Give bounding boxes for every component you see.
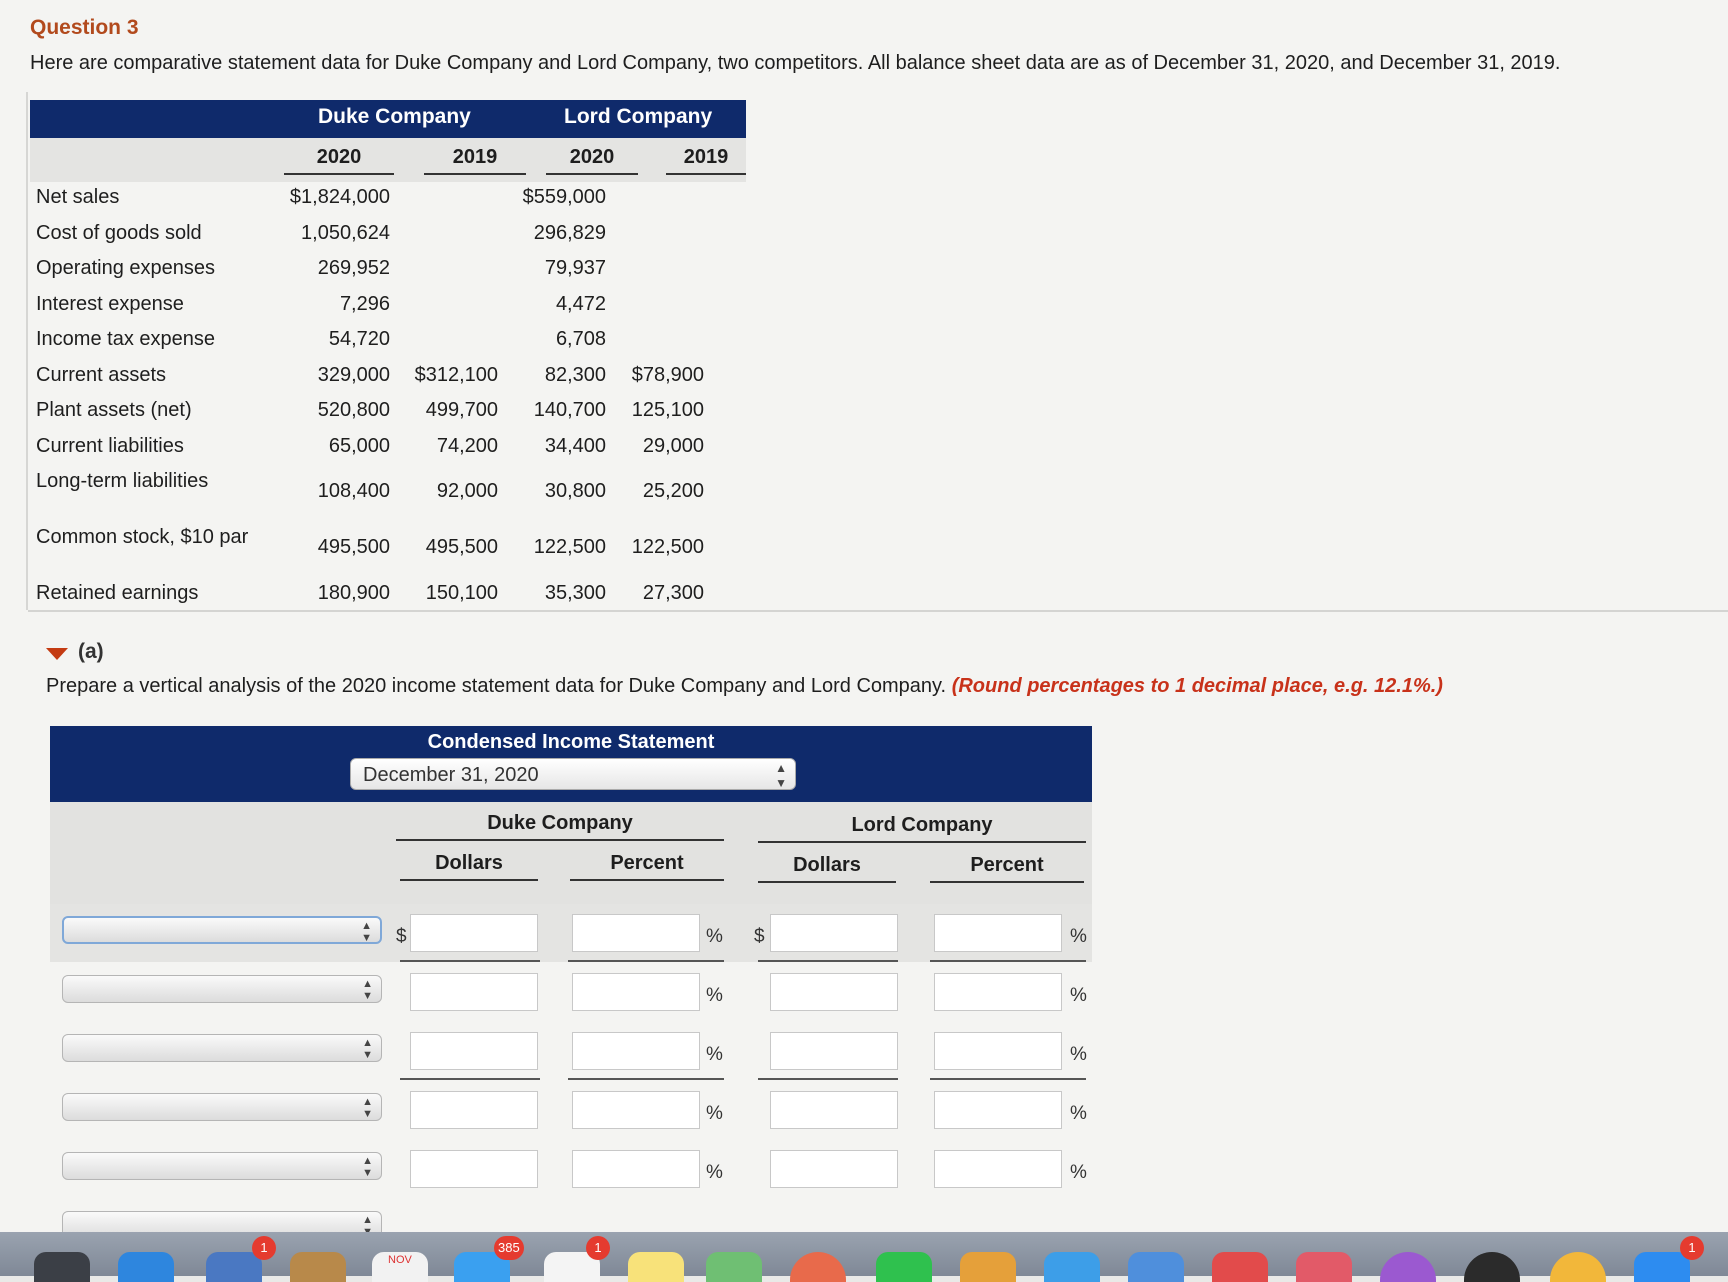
lord-percent-input[interactable]	[934, 1150, 1062, 1188]
row-value: 125,100	[631, 399, 704, 421]
facetime-icon[interactable]	[876, 1252, 932, 1282]
duke-percent-input[interactable]	[572, 973, 700, 1011]
row-label: Net sales	[36, 186, 120, 208]
row-label: Retained earnings	[36, 582, 199, 604]
lord-dollars-input[interactable]	[770, 1032, 898, 1070]
duke-percent-header: Percent	[570, 852, 724, 881]
row-value: 495,500	[317, 536, 390, 558]
data-row	[30, 253, 746, 287]
total-underline	[568, 960, 724, 962]
lord-dollars-input[interactable]	[770, 914, 898, 952]
safari-icon[interactable]	[118, 1252, 174, 1282]
app-store-icon[interactable]	[1634, 1252, 1690, 1282]
row-value: 79,937	[544, 257, 606, 279]
data-row	[30, 324, 746, 358]
music-icon[interactable]	[1296, 1252, 1352, 1282]
row-value: 30,800	[544, 480, 606, 502]
row-value: 180,900	[317, 582, 390, 604]
select-arrows-icon: ▲ ▼	[362, 1155, 373, 1179]
data-row	[30, 218, 746, 252]
total-underline	[568, 1078, 724, 1080]
row-label: Common stock, $10 par	[36, 526, 249, 548]
account-select[interactable]	[62, 1034, 382, 1062]
income-statement-form	[50, 726, 1092, 1226]
row-value: 495,500	[425, 536, 498, 558]
row-label: Current liabilities	[36, 434, 184, 457]
percent-sign: %	[706, 1103, 723, 1124]
section-divider	[28, 610, 1728, 612]
row-value: 82,300	[544, 363, 606, 386]
row-value: 150,100	[425, 582, 498, 604]
year-header-row	[30, 138, 746, 182]
data-row	[30, 466, 746, 518]
row-value: 108,400	[317, 480, 390, 502]
photos-icon[interactable]	[790, 1252, 846, 1282]
row-value: $559,000	[522, 186, 606, 208]
percent-sign: %	[1070, 1162, 1087, 1183]
lord-dollars-input[interactable]	[770, 973, 898, 1011]
duke-company-col-header: Duke Company	[396, 812, 724, 841]
notification-badge: 1	[1680, 1236, 1704, 1260]
select-arrows-icon: ▲ ▼	[362, 1096, 373, 1120]
duke-percent-input[interactable]	[572, 1150, 700, 1188]
data-row	[30, 360, 746, 394]
lord-percent-input[interactable]	[934, 1032, 1062, 1070]
data-row	[30, 578, 746, 612]
dollar-sign: $	[754, 926, 765, 947]
row-value: 54,720	[328, 328, 390, 350]
row-value: 1,050,624	[301, 221, 390, 244]
percent-sign: %	[1070, 926, 1087, 947]
percent-sign: %	[706, 926, 723, 947]
row-label: Interest expense	[36, 292, 184, 315]
news-icon[interactable]	[1212, 1252, 1268, 1282]
form-row	[50, 1022, 1092, 1080]
lord-percent-input[interactable]	[934, 1091, 1062, 1129]
percent-sign: %	[706, 1162, 723, 1183]
company-header-band	[30, 100, 746, 138]
lord-company-col-header: Lord Company	[758, 814, 1086, 843]
row-label: Operating expenses	[36, 257, 216, 279]
year-header: 2020	[284, 146, 394, 175]
row-value: 6,708	[555, 328, 606, 350]
data-row	[30, 395, 746, 429]
stickies-icon[interactable]	[628, 1252, 684, 1282]
data-row	[30, 431, 746, 465]
row-label: Plant assets (net)	[36, 399, 192, 421]
date-select-value: December 31, 2020	[363, 764, 539, 786]
year-header: 2019	[666, 146, 746, 175]
row-value: 269,952	[317, 257, 390, 279]
duke-dollars-input[interactable]	[410, 973, 538, 1011]
duke-percent-input[interactable]	[572, 914, 700, 952]
row-value: 499,700	[425, 399, 498, 421]
total-underline	[400, 960, 540, 962]
duke-dollars-input[interactable]	[410, 1032, 538, 1070]
question-intro: Here are comparative statement data for Duke Company and Lord Company, two competitors. All balance sheet data are as of December 31, 2020, and December 31, 2019.	[30, 52, 1561, 74]
lord-dollars-input[interactable]	[770, 1091, 898, 1129]
question-title: Question 3	[30, 16, 139, 39]
year-header: 2019	[424, 146, 526, 175]
duke-company-header: Duke Company	[318, 105, 471, 128]
account-select[interactable]	[62, 1093, 382, 1121]
data-row	[30, 182, 746, 216]
data-row	[30, 522, 746, 574]
year-header: 2020	[546, 146, 638, 175]
maps-icon[interactable]	[706, 1252, 762, 1282]
pages-icon[interactable]	[960, 1252, 1016, 1282]
select-arrows-icon: ▲ ▼	[361, 920, 372, 944]
row-value: 34,400	[544, 434, 606, 457]
lord-percent-header: Percent	[930, 854, 1084, 883]
tv-icon[interactable]	[1464, 1252, 1520, 1282]
notification-badge: 1	[252, 1236, 276, 1260]
form-title: Condensed Income Statement	[427, 731, 715, 753]
duke-dollars-header: Dollars	[400, 852, 538, 881]
row-value: 4,472	[555, 292, 606, 315]
select-arrows-icon: ▲ ▼	[775, 761, 787, 790]
row-label: Current assets	[36, 363, 167, 386]
duke-dollars-input[interactable]	[410, 1150, 538, 1188]
duke-dollars-input[interactable]	[410, 914, 538, 952]
books-icon[interactable]	[1550, 1252, 1606, 1282]
percent-sign: %	[1070, 1044, 1087, 1065]
lord-company-header: Lord Company	[564, 105, 713, 128]
percent-sign: %	[706, 985, 723, 1006]
account-select[interactable]	[62, 1152, 382, 1180]
lord-dollars-header: Dollars	[758, 854, 896, 883]
percent-sign: %	[706, 1044, 723, 1065]
macos-dock	[0, 1232, 1728, 1276]
row-value: 520,800	[317, 399, 390, 421]
row-value: 65,000	[328, 434, 390, 457]
row-value: 27,300	[642, 582, 704, 604]
part-a-instruction	[46, 675, 1443, 698]
numbers-icon[interactable]	[1044, 1252, 1100, 1282]
lord-dollars-input[interactable]	[770, 1150, 898, 1188]
notification-badge: 385	[494, 1236, 524, 1260]
total-underline	[930, 960, 1086, 962]
percent-sign: %	[1070, 985, 1087, 1006]
row-value: $1,824,000	[289, 186, 390, 208]
row-value: $78,900	[631, 363, 704, 386]
duke-percent-input[interactable]	[572, 1032, 700, 1070]
podcasts-icon[interactable]	[1380, 1252, 1436, 1282]
calendar-month: NOV	[388, 1254, 412, 1266]
row-value: 25,200	[642, 480, 704, 502]
row-label: Long-term liabilities	[36, 470, 209, 492]
mail-icon[interactable]	[206, 1252, 262, 1282]
lord-percent-input[interactable]	[934, 973, 1062, 1011]
row-value: 140,700	[533, 399, 606, 421]
part-a-label: (a)	[78, 640, 104, 663]
launchpad-icon[interactable]	[34, 1252, 90, 1282]
notification-badge: 1	[586, 1236, 610, 1260]
row-value: 7,296	[339, 292, 390, 315]
total-underline	[930, 1078, 1086, 1080]
form-row	[50, 1081, 1092, 1139]
row-value: $312,100	[414, 363, 498, 386]
percent-sign: %	[1070, 1103, 1087, 1124]
calendar-icon[interactable]	[372, 1252, 428, 1282]
select-arrows-icon: ▲	[362, 1214, 373, 1226]
row-value: 29,000	[642, 434, 704, 457]
duke-percent-input[interactable]	[572, 1091, 700, 1129]
instruction-text: Prepare a vertical analysis of the 2020 income statement data for Duke Company and Lord Company.	[46, 675, 947, 697]
form-row	[50, 904, 1092, 962]
total-underline	[758, 1078, 898, 1080]
row-value: 122,500	[533, 536, 606, 558]
data-row	[30, 289, 746, 323]
row-value: 92,000	[436, 480, 498, 502]
rounding-note: (Round percentages to 1 decimal place, e.g. 12.1%.)	[951, 675, 1443, 697]
select-arrows-icon: ▲ ▼	[362, 1037, 373, 1061]
column-header-area	[50, 802, 1092, 904]
account-select[interactable]	[62, 975, 382, 1003]
duke-dollars-input[interactable]	[410, 1091, 538, 1129]
select-arrows-icon: ▲ ▼	[362, 978, 373, 1002]
row-value: 122,500	[631, 536, 704, 558]
row-label: Cost of goods sold	[36, 221, 202, 244]
row-value: 296,829	[533, 221, 606, 244]
form-header-band	[50, 726, 1092, 802]
account-select[interactable]	[62, 916, 382, 944]
row-value: 74,200	[436, 434, 498, 457]
keynote-icon[interactable]	[1128, 1252, 1184, 1282]
form-row	[50, 1140, 1092, 1198]
collapse-triangle-icon[interactable]	[46, 648, 68, 660]
row-label: Income tax expense	[36, 328, 215, 350]
total-underline	[400, 1078, 540, 1080]
row-value: 329,000	[317, 363, 390, 386]
lord-percent-input[interactable]	[934, 914, 1062, 952]
row-value: 35,300	[544, 582, 606, 604]
form-row	[50, 963, 1092, 1021]
date-select[interactable]	[350, 758, 796, 790]
dollar-sign: $	[396, 926, 407, 947]
panel-border	[26, 92, 28, 610]
notes-app-icon[interactable]	[290, 1252, 346, 1282]
total-underline	[758, 960, 898, 962]
